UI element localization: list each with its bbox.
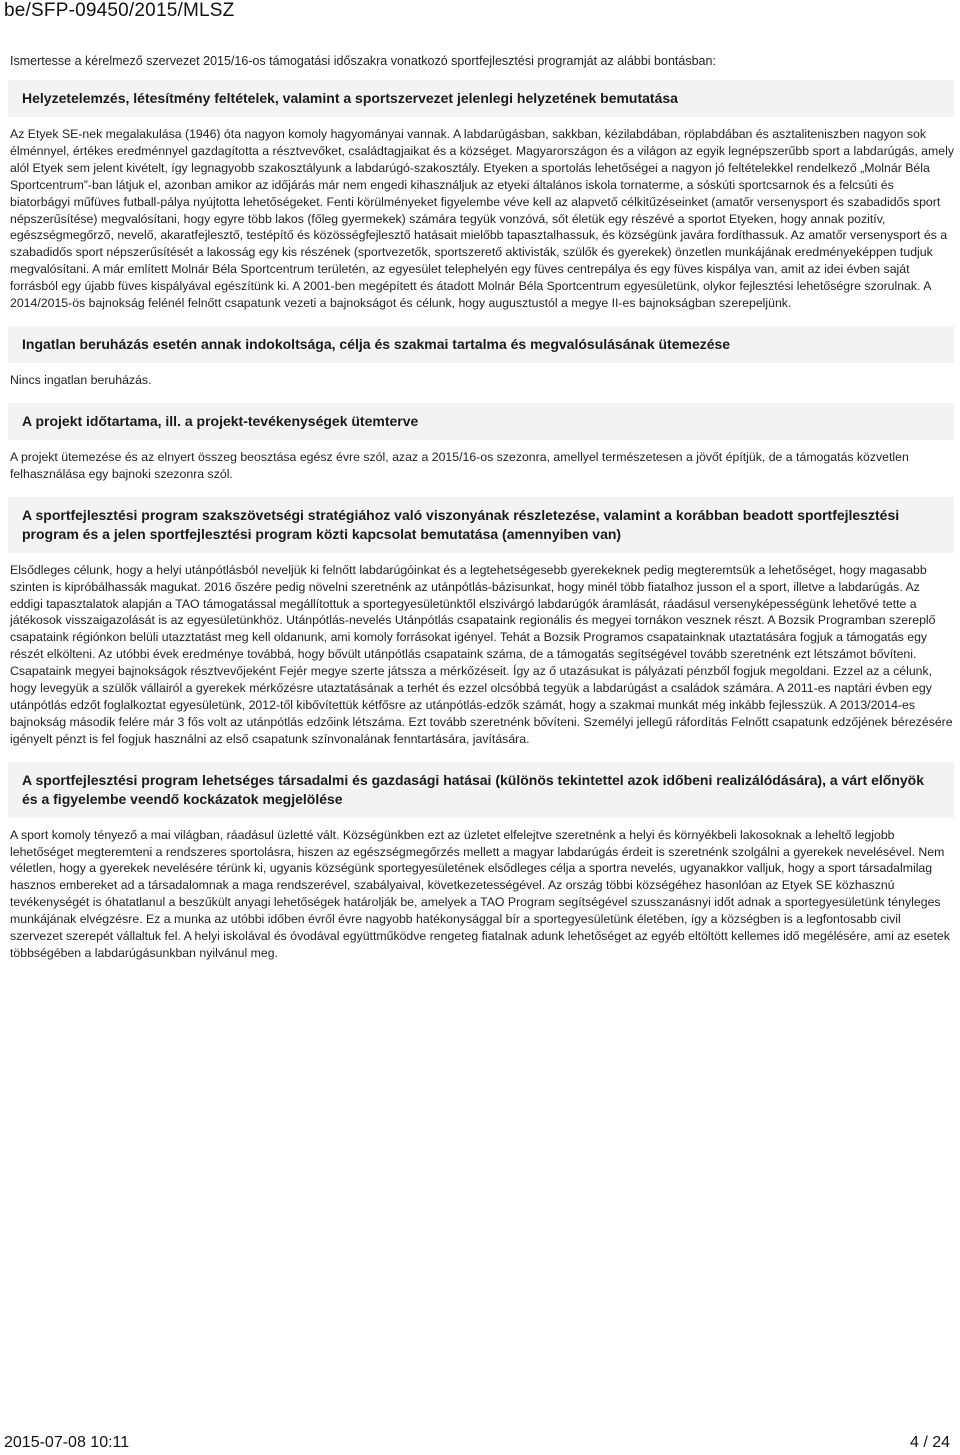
- footer-timestamp: 2015-07-08 10:11: [4, 1434, 130, 1451]
- section-situation-analysis: [8, 80, 954, 312]
- section-text: A projekt ütemezése és az elnyert összeg beosztása egész évre szól, azaz a 2015/16-os szezonra, amellyel természetesen a jövőt építjük, de a támogatás közvetlen felhasználása egy bajnoki szezonra szól.: [10, 449, 909, 481]
- section-project-schedule: [8, 403, 954, 483]
- section-federation-strategy: [8, 497, 954, 748]
- section-text: Az Etyek SE-nek megalakulása (1946) óta nagyon komoly hagyományai vannak. A labdarúgásban, sakkban, kézilabdában, röplabdában és asztaliteniszben nagyon sok élménnyel, értékes eredménnyel gazdagította a résztvevőket, családtagjaikat és a községet. Magyarországon és a világon az egyik legnépszerűbb sport a labdarúgás, amely alól Etyek sem jelent kivételt, így legnagyobb szakosztályunk a labdarúgó-szakosztály. Etyeken a sportolás lehetőségei a nagyon jó feltételekkel rendelkező „Molnár Béla Sportcentrum”-ban látjuk el, azonban amikor az időjárás már nem engedi kihasználjuk az etyeki általános iskola tornaterme, a sóskúti sportcsarnok és a felcsúti és biatorbágyi műfüves futball-pálya nyújtotta lehetőségeket. Fenti körülményeket figyelembe véve kell az alapvető célkitűzéseinket (amatőr versenysport és szabadidős sport népszerűsítése) megvalósítani, hogy egyre több lakos (főleg gyermekek) számára tegyük vonzóvá, sőt életük egy részévé a sportot Etyeken, hogy annak pozitív, egészségmegőrző, nevelő, akaratfejlesztő, testépítő és közösségfejlesztő hatásait mielőbb tapasztalhassuk, és községünk javára fordíthassuk. Az amatőr versenysport és a szabadidős sport népszerűsítését a lakosság egy kis részének (sportvezetők, sportszerető aktivisták, szülők és gyerekek) önzetlen munkájának eredményeképpen tudjuk megvalósítani. A már említett Molnár Béla Sportcentrum területén, az egyesület telephelyén egy füves centrepálya és egy füves kispálya van, amit az idei évben saját forrásból egy újabb füves kispályával egészítünk ki. A 2001-ben megépített és átadott Molnár Béla Sportcentrum egyesületünk, olykor fejlesztési lehetőségre szorulnak. A 2014/2015-ös bajnokság felénél felnőtt csapatunk vezeti a bajnokságot és célunk, hogy augusztustól a megye II-es bajnokságban szerepeljünk.: [10, 127, 954, 311]
- section-heading: Ingatlan beruházás esetén annak indokoltsága, célja és szakmai tartalma és megvalósulásának ütemezése: [8, 326, 954, 363]
- section-heading: A projekt időtartama, ill. a projekt-tevékenységek ütemterve: [8, 403, 954, 440]
- document-id: be/SFP-09450/2015/MLSZ: [4, 0, 235, 21]
- section-heading: Helyzetelemzés, létesítmény feltételek, valamint a sportszervezet jelenlegi helyzetének bemutatása: [8, 80, 954, 117]
- document-body: [8, 52, 954, 976]
- section-text: Nincs ingatlan beruházás.: [10, 372, 152, 387]
- section-text: Elsődleges célunk, hogy a helyi utánpótlásból neveljük ki felnőtt labdarúgóinkat és a legtehetségesebb gyerekeknek pedig megteremtsük a lehetőséget, hogy magasabb szinten is kipróbálhassák magukat. 2016 őszére pedig növelni szeretnénk az utánpótlás-bázisunkat, hogy minél több fiatalhoz jusson el a sport, illetve a labdarúgás. Az eddigi tapasztalatok alapján a TAO támogatással megállítottuk a sportegyesületünktől elszivárgó labdarúgók áramlását, ráadásul versenyképességünk lehetővé tette a játékosok visszaigazolását is az egyesületünkhöz. Utánpótlás-nevelés Utánpótlás csapataink regionális és megyei tornákon vesznek részt. A Bozsik Programban szereplő csapataink régiónkon belüli utazztatást meg kell oldanunk, ami komoly forrásokat igényel. Tehát a Bozsik Programos csapatainknak utaztatására fogjuk a támogatás egy részét elkölteni. Az utóbbi évek eredménye továbbá, hogy bővült utánpótlás csapataink száma, de a támogatás segítségével tovább szeretnénk ezt létszámot bővíteni. Csapataink megyei bajnokságok résztvevőjeként Fejér megye szerte játssza a mérkőzéseit. Így az ő utazásukat is pályázati pénzből fogjuk megoldani. Ezzel az a célunk, hogy levegyük a szülők vállairól a gyerekek mérkőzésre utaztatásának a terhét és ezzel olcsóbbá tegyük a labdarúgást a családok számára. A 2011-es naptári évben egy utánpótlás edzőt foglalkoztat egyesületünk, 2012-től kibővítettük kétfősre az utánpótlás-edzők számát, hogy a szakmai munkát még inkább fejlesszük. A 2013/2014-es bajnokság második felére már 3 fős volt az utánpótlás edzőink létszáma. Ezt tovább szeretnénk bővíteni. Személyi jellegű ráfordítás Felnőtt csapatunk edzőjének bérezésére igényelt pénzt is fel fogjuk használni az első csapatunk színvonalának fenntartására, javítására.: [10, 562, 953, 746]
- section-real-estate-investment: [8, 326, 954, 389]
- intro-text: Ismertesse a kérelmező szervezet 2015/16-os támogatási időszakra vonatkozó sportfejlesztési programját az alábbi bontásban:: [10, 54, 716, 68]
- section-heading: A sportfejlesztési program szakszövetségi stratégiához való viszonyának részletezése, valamint a korábban beadott sportfejlesztési program és a jelen sportfejlesztési program közti kapcsolat bemutatása (amennyiben van): [8, 497, 954, 553]
- section-heading: A sportfejlesztési program lehetséges társadalmi és gazdasági hatásai (különös tekintettel azok időbeni realizálódására), a várt előnyök és a figyelembe veendő kockázatok megjelölése: [8, 762, 954, 818]
- section-social-economic-impact: [8, 762, 954, 962]
- page-number: 4 / 24: [909, 1434, 950, 1451]
- section-text: A sport komoly tényező a mai világban, ráadásul üzletté vált. Községünkben ezt az üzletet elfelejtve szeretnénk a helyi és környékbeli lakosoknak a leheltő legjobb lehetőséget megteremteni a rendszeres sportolásra, hiszen az egészségmegőrzés mellett a magyar labdarúgás érdeit is szeretnénk szolgálni a gyerekek nevelésével. Nem véletlen, hogy a gyerekek nevelésére térünk ki, ugyanis községünk sportegyesületének elsődleges célja a sportra nevelés, ugyanakkor valljuk, hogy a sport társadalmilag hasznos embereket ad a társadalomnak a maga rendszerével, szabályaival, következetességével. Az ország többi községéhez hasonlóan az Etyek SE közhasznú tevékenységét is óhatatlanul a beszűkült anyagi lehetőségek határolják be, amelyek a TAO Program segítségével szusszanásnyi időt adnak a sportegyesületünk tényleges munkájának elvégzésre. Ez a munka az utóbbi időben évről évre nagyobb hatékonysággal bír a sportegyesületünk életében, így a községben is a legfontosabb civil szervezet szerepét vállaltuk fel. A helyi iskolával és óvodával együttműködve rengeteg fiatalnak adunk lehetőséget az egyéb eltöltött kellemes idő megélésére, ami az esetek többségében a labdarúgásunkban nyilvánul meg.: [10, 827, 950, 960]
